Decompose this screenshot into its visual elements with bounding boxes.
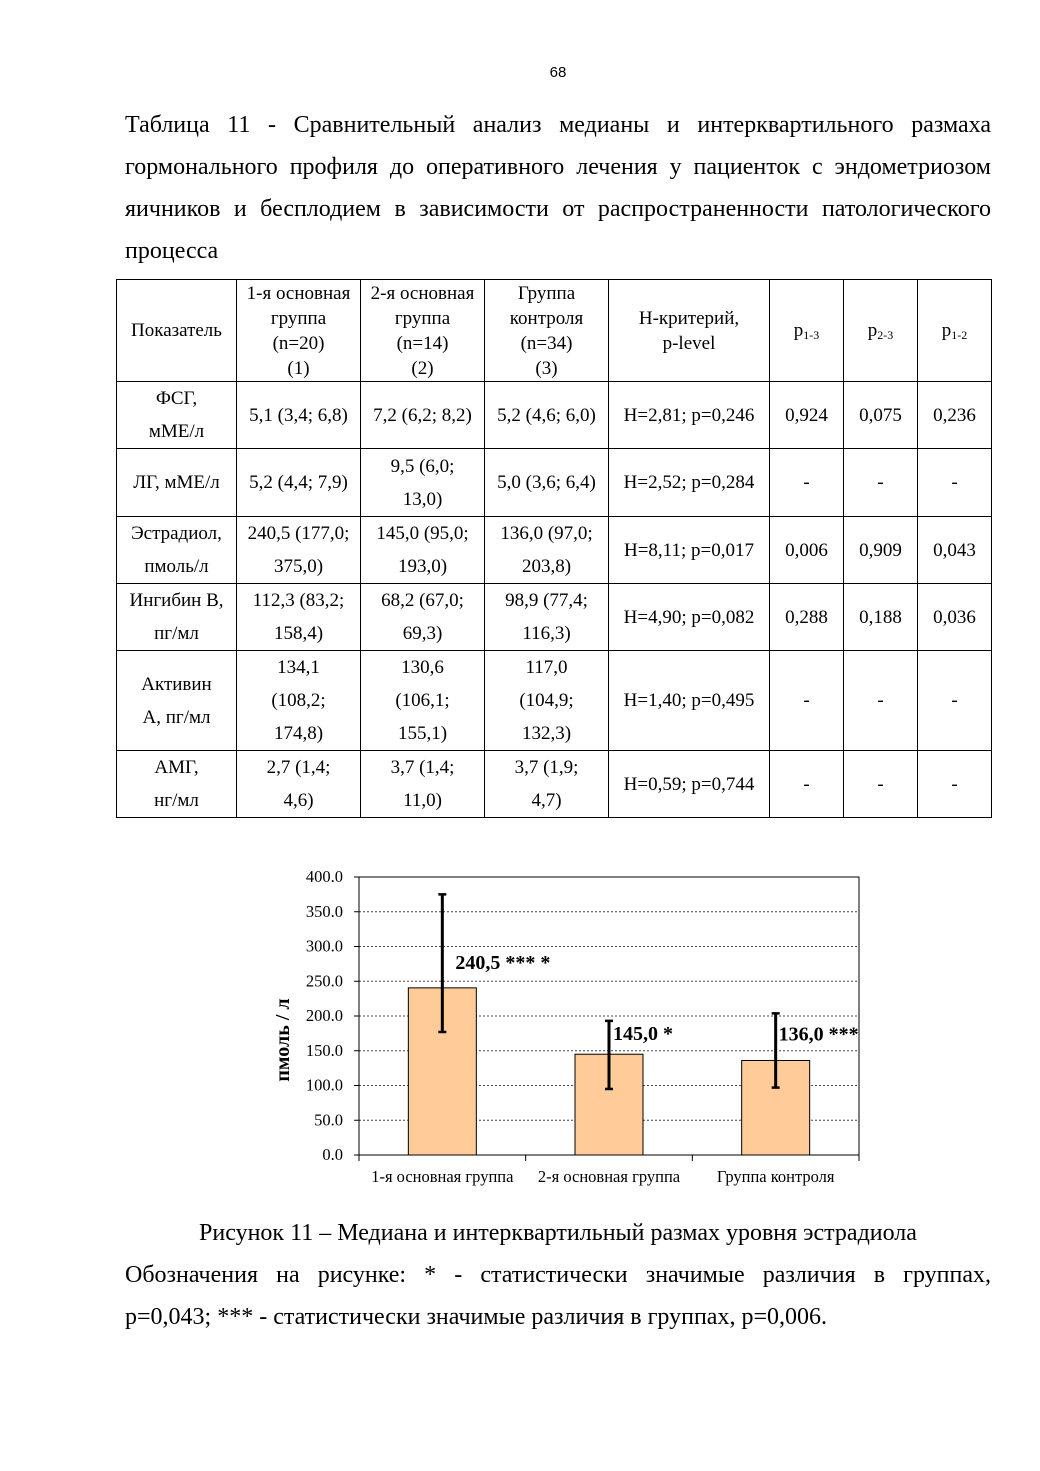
cell-p-2-3: 0,188	[844, 584, 918, 651]
table-row	[117, 584, 992, 651]
page-number: 68	[549, 64, 567, 81]
cell-group-2: 7,2 (6,2; 8,2)	[361, 382, 485, 449]
table-title-line: гормонального профиля до оперативного лечения у пациенток с эндометриозом	[125, 154, 991, 180]
header-group-1: 1-я основная группа (n=20) (1)	[237, 280, 361, 382]
data-label: 136,0 ***	[778, 1023, 859, 1046]
cell-group-1: 112,3 (83,2; 158,4)	[237, 584, 361, 651]
cell-group-2: 3,7 (1,4; 11,0)	[361, 751, 485, 818]
y-tick-label: 250.0	[305, 971, 343, 991]
cell-p-1-2: -	[918, 751, 992, 818]
cell-h-criterion: H=2,81; p=0,246	[609, 382, 770, 449]
figure-caption: Рисунок 11 – Медиана и интерквартильный размах уровня эстрадиола	[199, 1220, 917, 1246]
header-p-2-3	[844, 280, 918, 382]
figure-notes-line: p=0,043; *** - статистически значимые различия в группах, p=0,006.	[125, 1304, 827, 1330]
table-row	[117, 517, 992, 584]
data-label: 240,5 *** *	[455, 951, 551, 974]
y-tick-label: 200.0	[305, 1006, 343, 1025]
y-tick-label: 400.0	[305, 867, 343, 886]
row-indicator: Эстрадиол, пмоль/л	[117, 517, 237, 584]
cell-control-group: 117,0 (104,9; 132,3)	[485, 651, 609, 751]
row-indicator: АМГ, нг/мл	[117, 751, 237, 818]
cell-p-1-2: 0,036	[918, 584, 992, 651]
row-indicator: ЛГ, мМЕ/л	[117, 449, 237, 517]
table-title-line: Таблица 11 - Сравнительный анализ медианы и интерквартильного размаха	[125, 112, 991, 138]
cell-p-1-3: -	[770, 751, 844, 818]
hormone-profile-table	[116, 279, 992, 818]
estradiol-bar-chart	[260, 860, 880, 1200]
cell-group-1: 5,1 (3,4; 6,8)	[237, 382, 361, 449]
cell-group-1: 5,2 (4,4; 7,9)	[237, 449, 361, 517]
cell-h-criterion: H=0,59; p=0,744	[609, 751, 770, 818]
cell-control-group: 5,2 (4,6; 6,0)	[485, 382, 609, 449]
figure-notes	[125, 1254, 991, 1338]
y-axis-title: пмоль / л	[272, 998, 294, 1082]
x-tick-label: 1-я основная группа	[371, 1167, 514, 1186]
cell-control-group: 3,7 (1,9; 4,7)	[485, 751, 609, 818]
cell-group-1: 134,1 (108,2; 174,8)	[237, 651, 361, 751]
cell-group-2: 130,6 (106,1; 155,1)	[361, 651, 485, 751]
p-symbol: p	[941, 320, 952, 341]
y-tick-label: 350.0	[305, 901, 343, 921]
header-p-1-3	[770, 280, 844, 382]
cell-p-1-3: -	[770, 651, 844, 751]
table-row	[117, 382, 992, 449]
cell-control-group: 136,0 (97,0; 203,8)	[485, 517, 609, 584]
header-p-1-2	[918, 280, 992, 382]
cell-group-1: 240,5 (177,0; 375,0)	[237, 517, 361, 584]
table-title-line: яичников и бесплодием в зависимости от распространенности патологического	[125, 196, 991, 222]
p-symbol: p	[867, 320, 878, 341]
cell-p-1-3: 0,288	[770, 584, 844, 651]
cell-p-1-2: 0,236	[918, 382, 992, 449]
table-title-line: процесса	[125, 238, 219, 264]
cell-group-2: 9,5 (6,0; 13,0)	[361, 449, 485, 517]
p-subscript: 1-3	[803, 328, 820, 342]
figure-notes-line: Обозначения на рисунке: * - статистически значимые различия в группах,	[125, 1262, 991, 1288]
cell-group-2: 145,0 (95,0; 193,0)	[361, 517, 485, 584]
y-tick-label: 150.0	[305, 1040, 343, 1060]
row-indicator: ФСГ, мМЕ/л	[117, 382, 237, 449]
y-tick-label: 100.0	[305, 1075, 343, 1095]
cell-h-criterion: H=4,90; p=0,082	[609, 584, 770, 651]
cell-p-1-3: 0,924	[770, 382, 844, 449]
cell-p-2-3: 0,075	[844, 382, 918, 449]
cell-p-2-3: -	[844, 751, 918, 818]
cell-p-1-2: -	[918, 651, 992, 751]
cell-group-2: 68,2 (67,0; 69,3)	[361, 584, 485, 651]
cell-group-1: 2,7 (1,4; 4,6)	[237, 751, 361, 818]
cell-p-2-3: -	[844, 449, 918, 517]
x-tick-label: 2-я основная группа	[537, 1167, 681, 1186]
table-row	[117, 651, 992, 751]
cell-h-criterion: H=1,40; p=0,495	[609, 651, 770, 751]
header-h-criterion: H-критерий, p-level	[609, 280, 770, 382]
cell-p-1-3: -	[770, 449, 844, 517]
cell-control-group: 98,9 (77,4; 116,3)	[485, 584, 609, 651]
table-title	[125, 104, 991, 272]
p-subscript: 1-2	[951, 328, 968, 342]
cell-h-criterion: H=8,11; p=0,017	[609, 517, 770, 584]
table-row	[117, 449, 992, 517]
y-tick-label: 300.0	[305, 936, 343, 956]
data-label: 145,0 *	[613, 1023, 673, 1046]
cell-h-criterion: H=2,52; p=0,284	[609, 449, 770, 517]
header-control-group: Группа контроля (n=34) (3)	[485, 280, 609, 382]
table-header-row	[117, 280, 992, 382]
cell-p-2-3: -	[844, 651, 918, 751]
header-indicator: Показатель	[117, 280, 237, 382]
cell-control-group: 5,0 (3,6; 6,4)	[485, 449, 609, 517]
table-row	[117, 751, 992, 818]
p-subscript: 2-3	[877, 328, 894, 342]
cell-p-2-3: 0,909	[844, 517, 918, 584]
y-tick-label: 0.0	[322, 1145, 343, 1164]
p-symbol: p	[793, 320, 804, 341]
row-indicator: Активин А, пг/мл	[117, 651, 237, 751]
header-group-2: 2-я основная группа (n=14) (2)	[361, 280, 485, 382]
cell-p-1-2: 0,043	[918, 517, 992, 584]
row-indicator: Ингибин В, пг/мл	[117, 584, 237, 651]
cell-p-1-3: 0,006	[770, 517, 844, 584]
cell-p-1-2: -	[918, 449, 992, 517]
y-tick-label: 50.0	[314, 1110, 343, 1130]
x-tick-label: Группа контроля	[716, 1167, 835, 1186]
